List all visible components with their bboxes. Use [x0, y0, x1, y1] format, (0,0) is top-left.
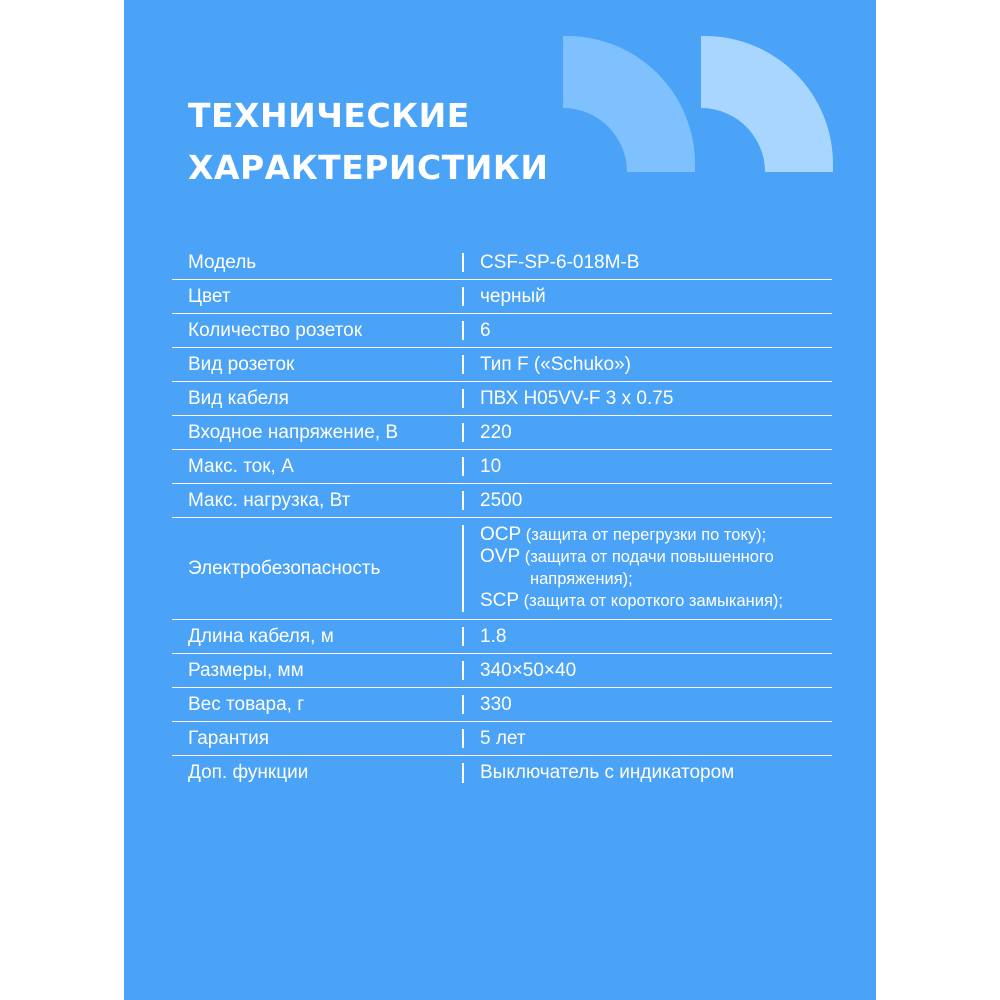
spec-label: Вид кабеля: [188, 387, 289, 409]
spec-label: Доп. функции: [188, 762, 309, 783]
spec-label: Макс. нагрузка, Вт: [188, 489, 351, 511]
safety-code: OCP: [480, 524, 522, 545]
spec-label: Длина кабеля, м: [188, 625, 334, 647]
spec-label: Гарантия: [188, 727, 270, 749]
spec-value: 10: [480, 455, 502, 477]
spec-value-list: [172, 524, 783, 612]
spec-value: 1.8: [480, 625, 507, 647]
quote-mark-left: [563, 36, 695, 172]
spec-row-dimensions: [172, 654, 832, 688]
spec-value: 5 лет: [480, 727, 526, 749]
spec-label: Входное напряжение, В: [188, 421, 399, 443]
spec-label: Вес товара, г: [188, 693, 305, 715]
spec-label: Электробезопасность: [188, 557, 381, 579]
spec-value: черный: [480, 285, 546, 307]
title-line-1: ТЕХНИЧЕСКИЕ: [188, 96, 470, 135]
spec-label: Количество розеток: [188, 319, 363, 341]
spec-label: Вид розеток: [188, 353, 295, 375]
safety-code: OVP: [480, 546, 521, 567]
page-title: [188, 90, 548, 194]
safety-item: [480, 546, 783, 590]
spec-row-sockets-count: [172, 314, 832, 348]
spec-label: Размеры, мм: [188, 659, 304, 681]
spec-row-max-load: [172, 484, 832, 518]
spec-row-max-current: [172, 450, 832, 484]
spec-value: 6: [480, 319, 491, 341]
safety-item: [480, 590, 783, 612]
spec-row-extra-functions: [172, 756, 832, 790]
spec-card: [124, 0, 876, 1000]
spec-value: ПВХ H05VV-F 3 x 0.75: [480, 387, 674, 409]
spec-row-cable-length: [172, 620, 832, 654]
safety-desc: (защита от подачи повышенного: [524, 548, 774, 566]
safety-desc-continued: напряжения);: [530, 570, 633, 588]
safety-item: [480, 524, 783, 546]
spec-row-warranty: [172, 722, 832, 756]
spec-value: Тип F («Schuko»): [480, 353, 631, 375]
spec-table: [172, 246, 832, 790]
spec-row-cable-type: [172, 382, 832, 416]
spec-row-weight: [172, 688, 832, 722]
spec-row-color: [172, 280, 832, 314]
spec-value: Выключатель с индикатором: [480, 762, 735, 783]
safety-desc: (защита от перегрузки по току);: [525, 526, 767, 544]
spec-row-socket-type: [172, 348, 832, 382]
title-line-2: ХАРАКТЕРИСТИКИ: [188, 148, 549, 187]
safety-code: SCP: [480, 590, 520, 611]
spec-value: 340×50×40: [480, 659, 577, 681]
safety-desc: (защита от короткого замыкания);: [523, 592, 783, 610]
quote-mark-right: [701, 36, 833, 172]
spec-value: 220: [480, 421, 512, 443]
spec-label: Макс. ток, А: [188, 455, 294, 477]
spec-value: 330: [480, 693, 512, 715]
closing-quote-icon: [559, 36, 839, 172]
spec-row-input-voltage: [172, 416, 832, 450]
spec-label: Цвет: [188, 285, 231, 307]
spec-value: 2500: [480, 489, 523, 511]
spec-row-model: [172, 246, 832, 280]
spec-label: Модель: [188, 251, 257, 273]
spec-value: CSF-SP-6-018M-B: [480, 251, 640, 273]
spec-row-electrical-safety: [172, 518, 832, 620]
